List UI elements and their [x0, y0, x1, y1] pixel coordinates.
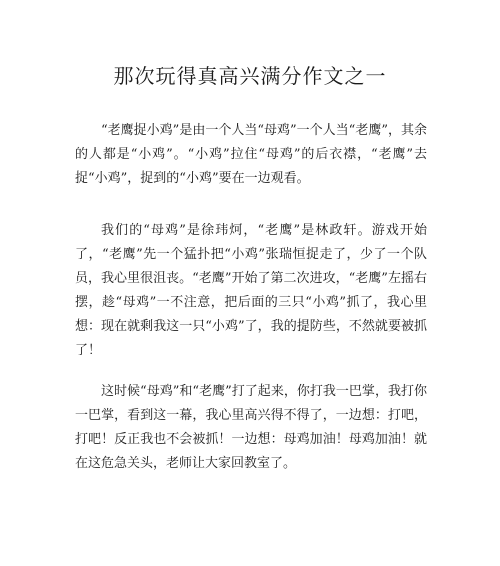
paragraph-3: 这时候“母鸡”和“老鹰”打了起来，你打我一巴掌，我打你一巴掌，看到这一幕，我心里高兴得不得了，一边想：打吧，打吧！反正我也不会被抓！一边想：母鸡加油！母鸡加油！就在这危急关头，老师让大家回教室了。 — [75, 384, 427, 471]
paragraph-1: “老鹰捉小鸡”是由一个人当“母鸡”一个人当“老鹰”，其余的人都是“小鸡”。“小鸡”拉住“母鸡”的后衣襟，“老鹰”去捉“小鸡”，捉到的“小鸡”要在一边观看。 — [75, 123, 427, 186]
paragraph-2: 我们的“母鸡”是徐玮炣，“老鹰”是林政轩。游戏开始了，“老鹰”先一个猛扑把“小鸡”张瑞恒捉走了，少了一个队员，我心里很沮丧。“老鹰”开始了第二次进攻，“老鹰”左摇右摆，趁“母鸡”一不注意，把后面的三只“小鸡”抓了，我心里想：现在就剩我这一只“小鸡”了，我的提防些，不然就要被抓了！ — [75, 223, 427, 358]
document-title: 那次玩得真高兴满分作文之一 — [113, 64, 387, 88]
